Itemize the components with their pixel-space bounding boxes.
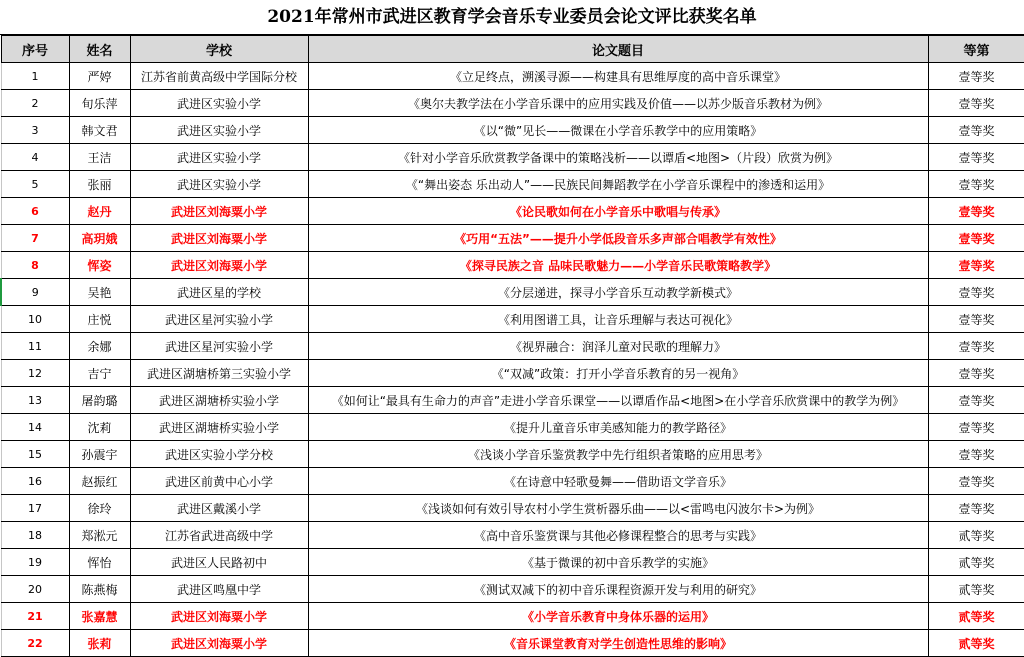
table-row	[1, 603, 1024, 630]
cell-name[interactable]: 陈燕梅	[69, 576, 130, 603]
cell-thesis[interactable]: 《巧用“五法”——提升小学低段音乐多声部合唱教学有效性》	[308, 225, 928, 252]
cell-no[interactable]: 11	[1, 333, 69, 360]
cell-no[interactable]: 13	[1, 387, 69, 414]
award-table	[0, 35, 1024, 657]
cell-school[interactable]: 武进区戴溪小学	[130, 495, 308, 522]
cell-no[interactable]: 3	[1, 117, 69, 144]
table-row	[1, 333, 1024, 360]
cell-no[interactable]: 19	[1, 549, 69, 576]
cell-thesis[interactable]: 《视界融合：润泽儿童对民歌的理解力》	[308, 333, 928, 360]
cell-school[interactable]: 江苏省前黄高级中学国际分校	[130, 63, 308, 90]
cell-thesis[interactable]: 《论民歌如何在小学音乐中歌唱与传承》	[308, 198, 928, 225]
cell-school[interactable]: 武进区实验小学	[130, 171, 308, 198]
cell-no[interactable]: 18	[1, 522, 69, 549]
cell-school[interactable]: 武进区星的学校	[130, 279, 308, 306]
table-row	[1, 63, 1024, 90]
cell-no[interactable]: 9	[1, 279, 69, 306]
cell-thesis[interactable]: 《奥尔夫教学法在小学音乐课中的应用实践及价值——以苏少版音乐教材为例》	[308, 90, 928, 117]
cell-thesis[interactable]: 《基于微课的初中音乐教学的实施》	[308, 549, 928, 576]
table-row	[1, 414, 1024, 441]
cell-grade[interactable]: 壹等奖	[928, 333, 1024, 360]
cell-school[interactable]: 武进区前黄中心小学	[130, 468, 308, 495]
cell-name[interactable]: 张丽	[69, 171, 130, 198]
cell-school[interactable]: 武进区实验小学	[130, 90, 308, 117]
cell-thesis[interactable]: 《以“微”见长——微课在小学音乐教学中的应用策略》	[308, 117, 928, 144]
cell-school[interactable]: 武进区湖塘桥实验小学	[130, 387, 308, 414]
header-grade[interactable]: 等第	[928, 36, 1024, 63]
cell-school[interactable]: 武进区星河实验小学	[130, 333, 308, 360]
cell-grade[interactable]: 贰等奖	[928, 522, 1024, 549]
cell-no[interactable]: 17	[1, 495, 69, 522]
cell-thesis[interactable]: 《浅谈如何有效引导农村小学生赏析器乐曲——以<雷鸣电闪波尔卡>为例》	[308, 495, 928, 522]
cell-name[interactable]: 庄悦	[69, 306, 130, 333]
cell-school[interactable]: 武进区湖塘桥第三实验小学	[130, 360, 308, 387]
cell-grade[interactable]: 壹等奖	[928, 279, 1024, 306]
cell-school[interactable]: 武进区星河实验小学	[130, 306, 308, 333]
cell-name[interactable]: 郑淞元	[69, 522, 130, 549]
cell-name[interactable]: 恽怡	[69, 549, 130, 576]
cell-grade[interactable]: 壹等奖	[928, 495, 1024, 522]
table-row	[1, 549, 1024, 576]
cell-grade[interactable]: 贰等奖	[928, 630, 1024, 657]
cell-no[interactable]: 6	[1, 198, 69, 225]
cell-thesis[interactable]: 《分层递进，探寻小学音乐互动教学新模式》	[308, 279, 928, 306]
cell-thesis[interactable]: 《利用图谱工具，让音乐理解与表达可视化》	[308, 306, 928, 333]
cell-name[interactable]: 赵振红	[69, 468, 130, 495]
cell-thesis[interactable]: 《立足终点，溯溪寻源——构建具有思维厚度的高中音乐课堂》	[308, 63, 928, 90]
cell-school[interactable]: 武进区刘海粟小学	[130, 630, 308, 657]
cell-name[interactable]: 赵丹	[69, 198, 130, 225]
cell-name[interactable]: 王洁	[69, 144, 130, 171]
cell-name[interactable]: 严婷	[69, 63, 130, 90]
header-name[interactable]: 姓名	[69, 36, 130, 63]
cell-no[interactable]: 20	[1, 576, 69, 603]
cell-thesis[interactable]: 《小学音乐教育中身体乐器的运用》	[308, 603, 928, 630]
cell-no[interactable]: 7	[1, 225, 69, 252]
cell-grade[interactable]: 壹等奖	[928, 225, 1024, 252]
cell-no[interactable]: 15	[1, 441, 69, 468]
cell-name[interactable]: 徐玲	[69, 495, 130, 522]
table-row	[1, 252, 1024, 279]
cell-name[interactable]: 吉宁	[69, 360, 130, 387]
table-row	[1, 225, 1024, 252]
cell-thesis[interactable]: 《测试双减下的初中音乐课程资源开发与利用的研究》	[308, 576, 928, 603]
cell-name[interactable]: 恽姿	[69, 252, 130, 279]
table-row	[1, 198, 1024, 225]
header-school[interactable]: 学校	[130, 36, 308, 63]
cell-grade[interactable]: 贰等奖	[928, 603, 1024, 630]
cell-grade[interactable]: 贰等奖	[928, 549, 1024, 576]
table-row	[1, 495, 1024, 522]
cell-name[interactable]: 旬乐萍	[69, 90, 130, 117]
cell-school[interactable]: 武进区鸣凰中学	[130, 576, 308, 603]
cell-school[interactable]: 武进区人民路初中	[130, 549, 308, 576]
header-row	[1, 36, 1024, 63]
table-row	[1, 441, 1024, 468]
cell-no[interactable]: 10	[1, 306, 69, 333]
cell-thesis[interactable]: 《针对小学音乐欣赏教学备课中的策略浅析——以谭盾<地图>（片段）欣赏为例》	[308, 144, 928, 171]
cell-thesis[interactable]: 《探寻民族之音 品味民歌魅力——小学音乐民歌策略教学》	[308, 252, 928, 279]
cell-school[interactable]: 武进区湖塘桥实验小学	[130, 414, 308, 441]
cell-no[interactable]: 21	[1, 603, 69, 630]
cell-thesis[interactable]: 《在诗意中轻歌曼舞——借助语文学音乐》	[308, 468, 928, 495]
table-row	[1, 630, 1024, 657]
cell-thesis[interactable]: 《如何让“最具有生命力的声音”走进小学音乐课堂——以谭盾作品<地图>在小学音乐欣赏课中的教学为例》	[308, 387, 928, 414]
cell-school[interactable]: 武进区实验小学分校	[130, 441, 308, 468]
cell-name[interactable]: 张莉	[69, 630, 130, 657]
cell-grade[interactable]: 壹等奖	[928, 441, 1024, 468]
table-row	[1, 468, 1024, 495]
cell-school[interactable]: 武进区刘海粟小学	[130, 603, 308, 630]
cell-school[interactable]: 武进区刘海粟小学	[130, 252, 308, 279]
cell-name[interactable]: 屠韵璐	[69, 387, 130, 414]
cell-thesis[interactable]: 《高中音乐鉴赏课与其他必修课程整合的思考与实践》	[308, 522, 928, 549]
table-row	[1, 279, 1024, 306]
cell-grade[interactable]: 壹等奖	[928, 117, 1024, 144]
cell-school[interactable]: 武进区刘海粟小学	[130, 198, 308, 225]
cell-school[interactable]: 武进区实验小学	[130, 117, 308, 144]
cell-name[interactable]: 吴艳	[69, 279, 130, 306]
cell-grade[interactable]: 壹等奖	[928, 414, 1024, 441]
table-row	[1, 360, 1024, 387]
cell-grade[interactable]: 壹等奖	[928, 360, 1024, 387]
cell-thesis[interactable]: 《“舞出姿态 乐出动人”——民族民间舞蹈教学在小学音乐课程中的渗透和运用》	[308, 171, 928, 198]
cell-no[interactable]: 4	[1, 144, 69, 171]
cell-thesis[interactable]: 《提升儿童音乐审美感知能力的教学路径》	[308, 414, 928, 441]
cell-grade[interactable]: 壹等奖	[928, 144, 1024, 171]
cell-name[interactable]: 余娜	[69, 333, 130, 360]
cell-thesis[interactable]: 《“双减”政策：打开小学音乐教育的另一视角》	[308, 360, 928, 387]
table-row	[1, 306, 1024, 333]
table-row	[1, 576, 1024, 603]
cell-grade[interactable]: 壹等奖	[928, 252, 1024, 279]
cell-no[interactable]: 1	[1, 63, 69, 90]
cell-thesis[interactable]: 《音乐课堂教育对学生创造性思维的影响》	[308, 630, 928, 657]
table-row	[1, 144, 1024, 171]
cell-grade[interactable]: 壹等奖	[928, 171, 1024, 198]
cell-grade[interactable]: 壹等奖	[928, 306, 1024, 333]
cell-school[interactable]: 武进区刘海粟小学	[130, 225, 308, 252]
cell-grade[interactable]: 壹等奖	[928, 198, 1024, 225]
cell-name[interactable]: 张嘉慧	[69, 603, 130, 630]
cell-no[interactable]: 22	[1, 630, 69, 657]
cell-no[interactable]: 2	[1, 90, 69, 117]
header-no[interactable]: 序号	[1, 36, 69, 63]
table-row	[1, 171, 1024, 198]
cell-grade[interactable]: 壹等奖	[928, 63, 1024, 90]
cell-name[interactable]: 韩文君	[69, 117, 130, 144]
table-row	[1, 387, 1024, 414]
header-thesis[interactable]: 论文题目	[308, 36, 928, 63]
cell-grade[interactable]: 壹等奖	[928, 90, 1024, 117]
table-row	[1, 117, 1024, 144]
table-body	[1, 63, 1024, 657]
cell-name[interactable]: 高玥娥	[69, 225, 130, 252]
cell-grade[interactable]: 壹等奖	[928, 468, 1024, 495]
cell-name[interactable]: 孙震宇	[69, 441, 130, 468]
cell-no[interactable]: 14	[1, 414, 69, 441]
cell-no[interactable]: 16	[1, 468, 69, 495]
cell-no[interactable]: 12	[1, 360, 69, 387]
cell-grade[interactable]: 壹等奖	[928, 387, 1024, 414]
cell-no[interactable]: 5	[1, 171, 69, 198]
cell-no[interactable]: 8	[1, 252, 69, 279]
cell-grade[interactable]: 贰等奖	[928, 576, 1024, 603]
cell-name[interactable]: 沈莉	[69, 414, 130, 441]
table-row	[1, 522, 1024, 549]
table-row	[1, 90, 1024, 117]
cell-school[interactable]: 江苏省武进高级中学	[130, 522, 308, 549]
page-title: 2021年常州市武进区教育学会音乐专业委员会论文评比获奖名单	[0, 0, 1024, 35]
cell-thesis[interactable]: 《浅谈小学音乐鉴赏教学中先行组织者策略的应用思考》	[308, 441, 928, 468]
cell-school[interactable]: 武进区实验小学	[130, 144, 308, 171]
